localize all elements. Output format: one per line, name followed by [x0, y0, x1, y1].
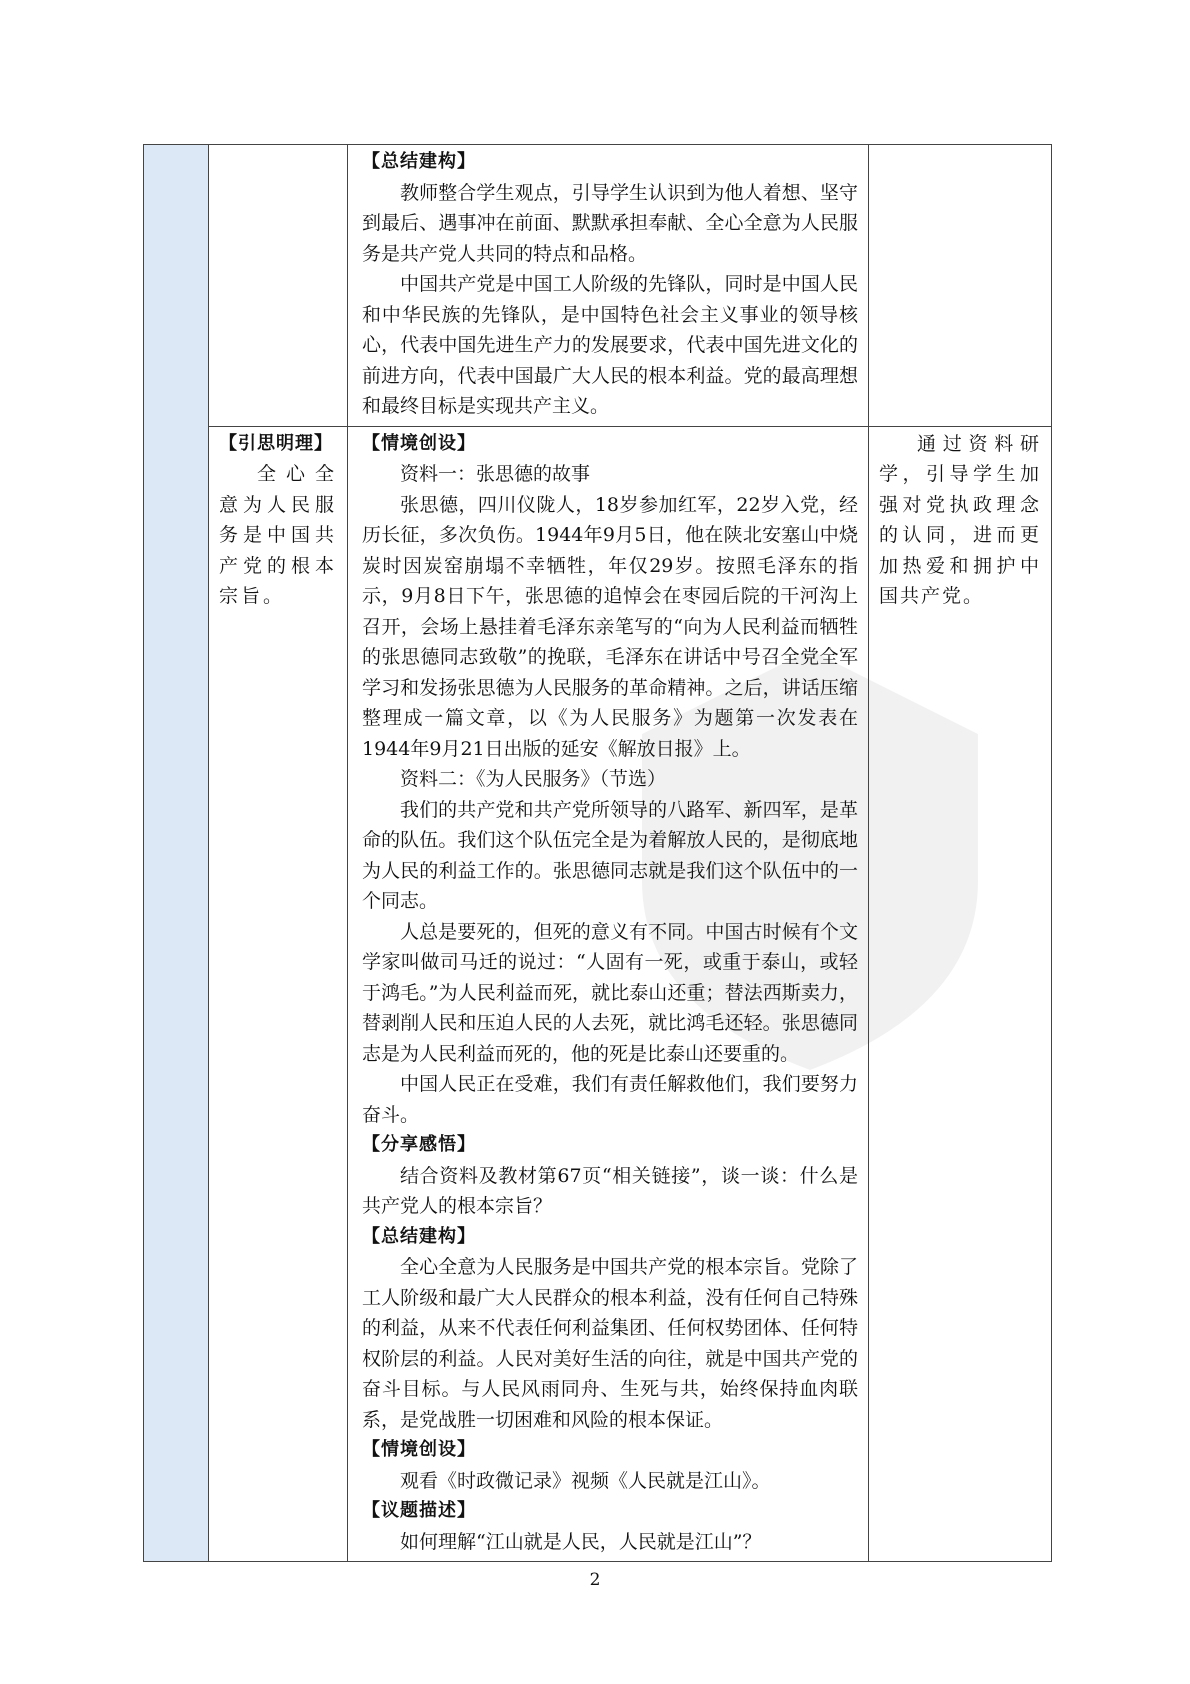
lesson-table — [143, 144, 1052, 1562]
paragraph: 我们的共产党和共产党所领导的八路军、新四军，是革命的队伍。我们这个队伍完全是为着解放人民的，是彻底地为人民的利益工作的。张思德同志就是我们这个队伍中的一个同志。 — [362, 798, 858, 912]
paragraph: 资料二：《为人民服务》（节选） — [400, 768, 667, 790]
left-color-band — [144, 145, 209, 1562]
paragraph: 人总是要死的，但死的意义有不同。中国古时候有个文学家叫做司马迁的说过：“人固有一死，或重于泰山，或轻于鸿毛。”为人民利益而死，就比泰山还重；替法西斯卖力，替剥削人民和压迫人民的人去死，就比鸿毛还轻。张思德同志是为人民利益而死的，他的死是比泰山还要重的。 — [362, 920, 858, 1065]
paragraph: 结合资料及教材第67页“相关链接”，谈一谈：什么是共产党人的根本宗旨？ — [362, 1164, 858, 1217]
table-row — [144, 145, 1052, 427]
paragraph: 中国共产党是中国工人阶级的先锋队，同时是中国人民和中华民族的先锋队，是中国特色社会主义事业的领导核心，代表中国先进生产力的发展要求，代表中国先进文化的前进方向，代表中国最广大人民的根本利益。党的最高理想和最终目标是实现共产主义。 — [362, 273, 858, 417]
paragraph: 资料一：张思德的故事 — [400, 463, 591, 485]
paragraph: 如何理解“江山就是人民，人民就是江山”？ — [400, 1530, 762, 1553]
intent-text: 通过资料研学，引导学生加强对党执政理念的认同，进而更加热爱和拥护中国共产党。 — [879, 432, 1041, 607]
stage-cell — [209, 426, 348, 1562]
paragraph: 教师整合学生观点，引导学生认识到为他人着想、坚守到最后、遇事冲在前面、默默承担奉献、全心全意为人民服务是共产党人共同的特点和品格。 — [362, 181, 858, 265]
page-number: 2 — [589, 1570, 601, 1590]
section-heading: 【议题描述】 — [362, 1500, 476, 1521]
section-heading: 【总结建构】 — [362, 1225, 476, 1247]
section-heading: 【情境创设】 — [362, 432, 476, 454]
table-row — [144, 426, 1052, 1562]
section-heading: 【分享感悟】 — [362, 1134, 476, 1155]
intent-cell — [869, 426, 1052, 1562]
paragraph: 张思德，四川仪陇人，18岁参加红军，22岁入党，经历长征，多次负伤。1944年9月5日，他在陕北安塞山中烧炭时因炭窑崩塌不幸牺牲，年仅29岁。按照毛泽东的指示，9月8日下午，张思德的追悼会在枣园后院的干河沟上召开，会场上悬挂着毛泽东亲笔写的“向为人民利益而牺牲的张思德同志致敬”的挽联，毛泽东在讲话中号召全党全军学习和发扬张思德为人民服务的革命精神。之后，讲话压缩整理成一篇文章，以《为人民服务》为题第一次发表在1944年9月21日出版的延安《解放日报》上。 — [362, 493, 858, 760]
paragraph: 全心全意为人民服务是中国共产党的根本宗旨。党除了工人阶级和最广大人民群众的根本利益，没有任何自己特殊的利益，从来不代表任何利益集团、任何权势团体、任何特权阶层的利益。人民对美好生活的向往，就是中国共产党的奋斗目标。与人民风雨同舟、生死与共，始终保持血肉联系，是党战胜一切困难和风险的根本保证。 — [362, 1256, 858, 1431]
stage-text: 全心全意为人民服务是中国共产党的根本宗旨。 — [219, 463, 337, 607]
paragraph: 观看《时政微记录》视频《人民就是江山》。 — [400, 1469, 771, 1492]
activity-cell — [348, 145, 869, 427]
paragraph: 中国人民正在受难，我们有责任解救他们，我们要努力奋斗。 — [362, 1073, 858, 1126]
stage-heading: 【引思明理】 — [219, 432, 333, 454]
intent-cell — [869, 145, 1052, 427]
activity-cell — [348, 426, 869, 1562]
section-heading: 【情境创设】 — [362, 1439, 476, 1460]
stage-cell — [209, 145, 348, 427]
section-heading: 【总结建构】 — [362, 151, 476, 172]
